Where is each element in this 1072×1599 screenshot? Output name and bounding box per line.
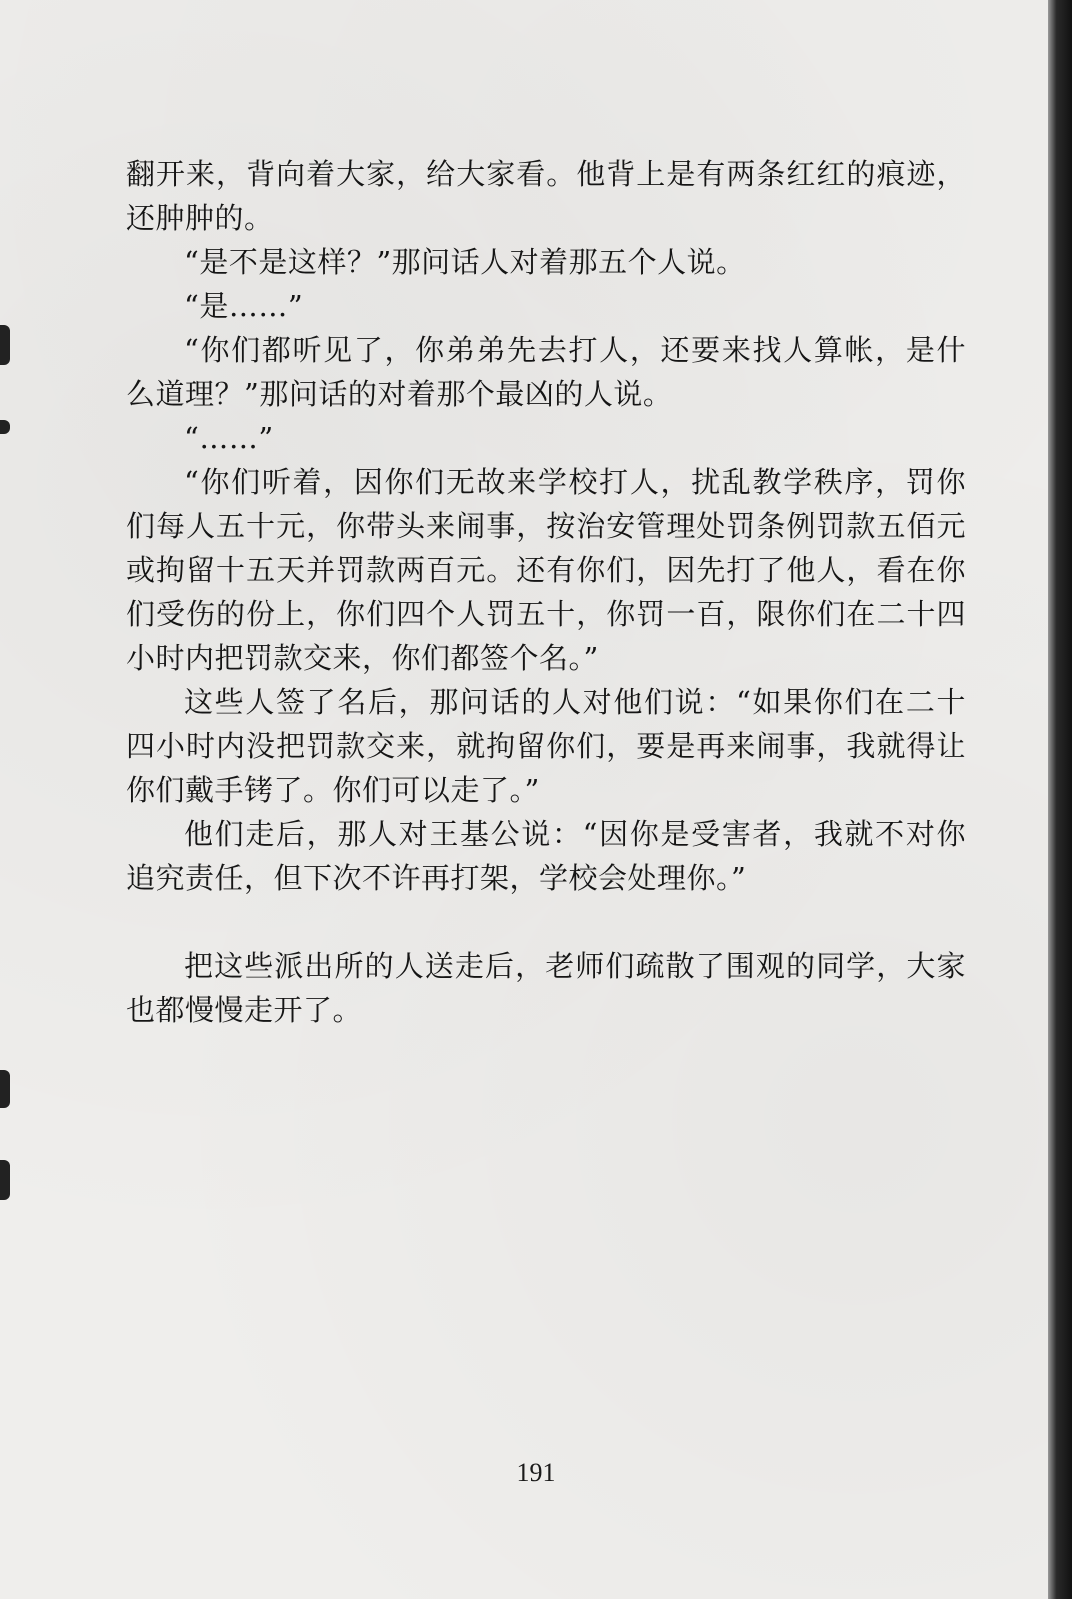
paragraph: 翻开来，背向着大家，给大家看。他背上是有两条红红的痕迹，还肿肿的。 bbox=[126, 157, 966, 235]
paragraph: 这些人签了名后，那问话的人对他们说：“如果你们在二十四小时内没把罚款交来，就拘留你们，要是再来闹事，我就得让你们戴手铐了。你们可以走了。” bbox=[126, 685, 966, 807]
paragraph: “你们听着，因你们无故来学校打人，扰乱教学秩序，罚你们每人五十元，你带头来闹事，按治安管理处罚条例罚款五佰元或拘留十五天并罚款两百元。还有你们，因先打了他人，看在你们受伤的份上，你们四个人罚五十，你罚一百，限你们在二十四小时内把罚款交来，你们都签个名。” bbox=[126, 465, 966, 675]
paragraph: “你们都听见了，你弟弟先去打人，还要来找人算帐，是什么道理？”那问话的对着那个最凶的人说。 bbox=[126, 333, 966, 411]
body-text bbox=[126, 152, 966, 1032]
binding-mark bbox=[0, 1160, 10, 1200]
page-number: 191 bbox=[516, 1458, 556, 1487]
paragraph: “……” bbox=[184, 421, 274, 455]
paragraph: “是……” bbox=[184, 289, 304, 323]
paragraph: 他们走后，那人对王基公说：“因你是受害者，我就不对你追究责任，但下次不许再打架，学校会处理你。” bbox=[126, 817, 966, 895]
page-edge-shadow bbox=[1048, 0, 1072, 1599]
binding-mark bbox=[0, 1070, 10, 1108]
paragraph: 把这些派出所的人送走后，老师们疏散了围观的同学，大家也都慢慢走开了。 bbox=[126, 949, 966, 1027]
paragraph: “是不是这样？”那问话人对着那五个人说。 bbox=[184, 245, 746, 279]
binding-mark bbox=[0, 420, 10, 434]
binding-mark bbox=[0, 325, 10, 365]
